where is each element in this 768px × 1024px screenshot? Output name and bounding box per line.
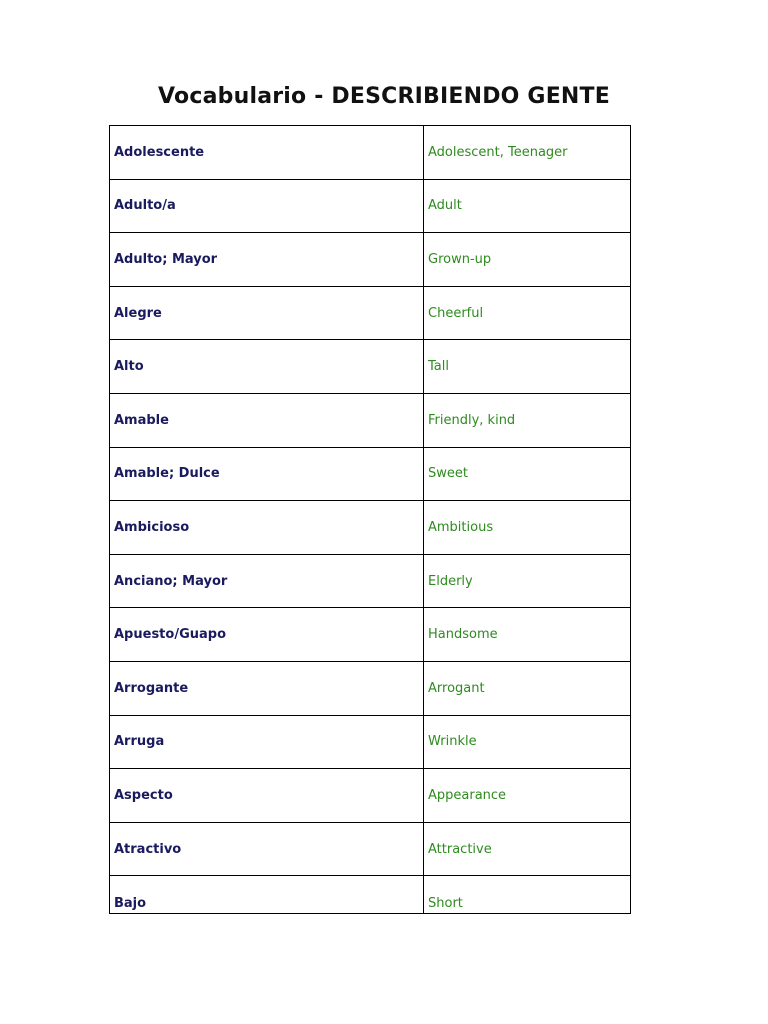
spanish-term: Ambicioso [110,501,424,555]
table-row [110,822,631,876]
english-translation: Appearance [424,769,631,823]
english-translation: Friendly, kind [424,393,631,447]
english-translation: Tall [424,340,631,394]
english-translation: Arrogant [424,661,631,715]
english-translation: Cheerful [424,286,631,340]
english-translation: Sweet [424,447,631,501]
english-translation: Adult [424,179,631,233]
english-translation: Adolescent, Teenager [424,126,631,180]
spanish-term: Apuesto/Guapo [110,608,424,662]
spanish-term: Atractivo [110,822,424,876]
english-translation: Short [424,876,631,914]
english-translation: Grown-up [424,233,631,287]
spanish-term: Amable; Dulce [110,447,424,501]
table-row [110,501,631,555]
spanish-term: Adulto; Mayor [110,233,424,287]
vocabulary-table [109,125,631,914]
table-row [110,447,631,501]
table-row [110,393,631,447]
english-translation: Wrinkle [424,715,631,769]
table-row [110,340,631,394]
spanish-term: Arruga [110,715,424,769]
spanish-term: Arrogante [110,661,424,715]
spanish-term: Alegre [110,286,424,340]
english-translation: Ambitious [424,501,631,555]
table-row [110,233,631,287]
english-translation: Handsome [424,608,631,662]
table-row [110,661,631,715]
english-translation: Attractive [424,822,631,876]
table-row [110,286,631,340]
table-row [110,126,631,180]
spanish-term: Alto [110,340,424,394]
table-row [110,608,631,662]
table-row [110,554,631,608]
spanish-term: Aspecto [110,769,424,823]
table-row [110,179,631,233]
english-translation: Elderly [424,554,631,608]
spanish-term: Adulto/a [110,179,424,233]
spanish-term: Anciano; Mayor [110,554,424,608]
page-title: Vocabulario - DESCRIBIENDO GENTE [158,84,610,109]
spanish-term: Adolescente [110,126,424,180]
table-row [110,876,631,914]
spanish-term: Bajo [110,876,424,914]
spanish-term: Amable [110,393,424,447]
table-row [110,715,631,769]
vocabulary-table-body [110,126,631,914]
table-row [110,769,631,823]
